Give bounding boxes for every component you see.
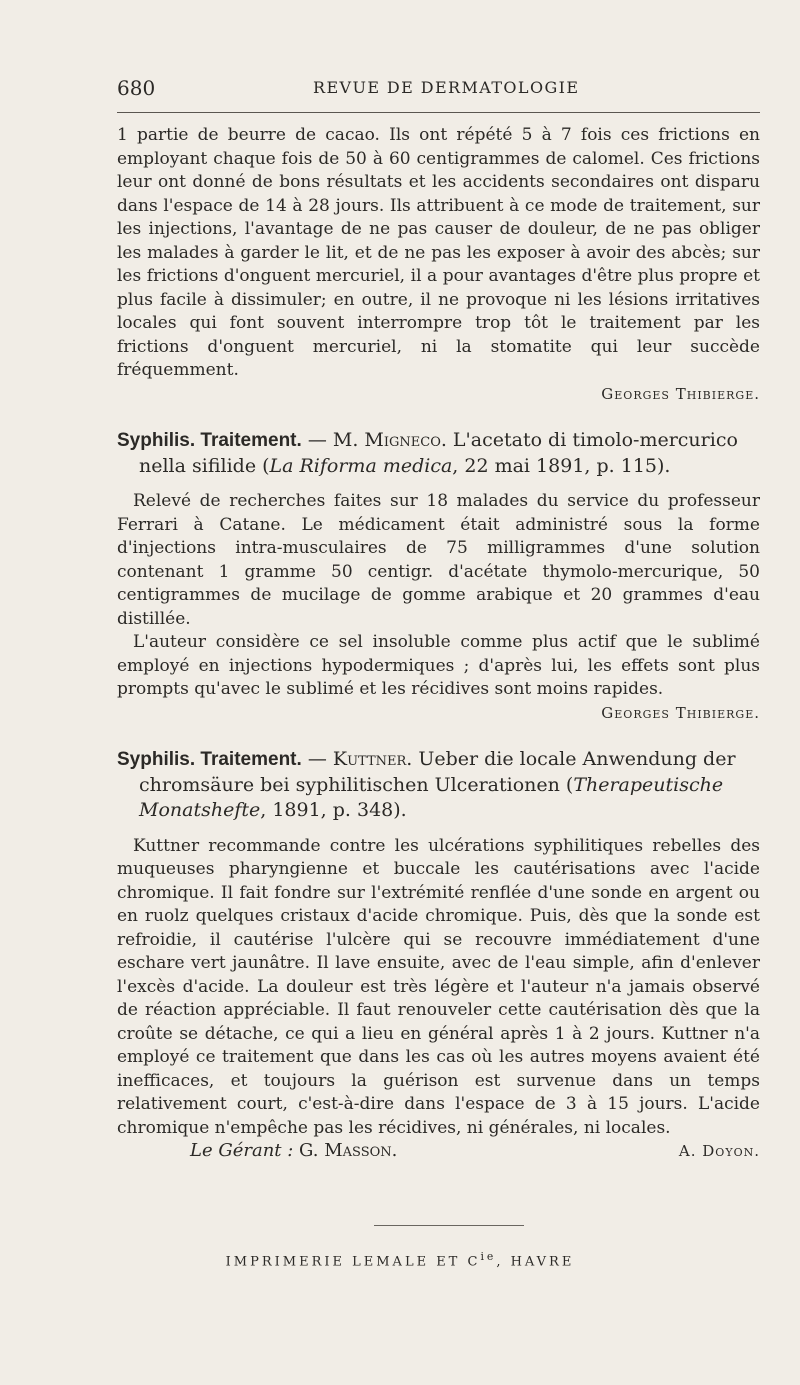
entry-paragraph: L'auteur considère ce sel insoluble comme plus actif que le sublimé employé en injections hypodermiques ; d'après lui, les effets sont plus prompts qu'avec le sublimé et les récidives sont moins rapides.: [117, 632, 760, 699]
entry-journal: La Riforma medica: [269, 454, 453, 477]
gerant-name: G. Masson.: [293, 1140, 398, 1161]
page-content: [117, 124, 760, 1164]
page-number: 680: [117, 76, 156, 100]
running-head: REVUE DE DERMATOLOGIE: [313, 78, 580, 97]
entry-reference: , 1891, p. 348).: [260, 799, 407, 821]
entry-label: Syphilis. Traitement.: [117, 749, 302, 770]
page-header: [117, 72, 760, 102]
intro-paragraph: 1 partie de beurre de cacao. Ils ont répété 5 à 7 fois ces frictions en employant chaque fois de 50 à 60 centigrammes de calomel. Ces frictions leur ont donné de bons résultats et les accidents secondaires ont disparu dans l'espace de 14 à 28 jours. Ils attribuent à ce mode de traitement, sur les injections, l'avantage de ne pas causer de douleur, de ne pas obliger les malades à garder le lit, et de ne pas les exposer à avoir des abcès; sur les frictions d'onguent mercuriel, il a pour avantages d'être plus propre et plus facile à dissimuler; en outre, il ne provoque ni les lésions irritatives locales qui font souvent interrompre trop tôt le traitement par les frictions d'onguent mercuriel, ni la stomatite qui leur succède fréquemment.: [117, 125, 760, 380]
entry-signature: A. Doyon.: [678, 1142, 760, 1160]
entry-heading: [117, 747, 760, 824]
entry-heading: [117, 428, 760, 479]
header-rule: [117, 112, 760, 113]
entry-label: Syphilis. Traitement.: [117, 430, 302, 451]
entry-journal: Therapeutische Monatshefte: [139, 773, 724, 821]
entry-paragraph: Relevé de recherches faites sur 18 malades du service du professeur Ferrari à Catane. Le médicament était administré sous la forme d'injections intra-musculaires de 75 milligrammes d'une solution contenant 1 gramme 50 centigr. d'acétate thymolo-mercurique, 50 centigrammes de mucilage de gomme arabique et 20 grammes d'eau distillée.: [117, 491, 760, 629]
imprint-superscript: ie: [480, 1250, 497, 1263]
imprint-city: , HAVRE: [496, 1254, 575, 1270]
entry-author: Migneco.: [364, 429, 447, 451]
gerant-line: [190, 1140, 397, 1161]
imprint-text: IMPRIMERIE LEMALE ET C: [225, 1254, 481, 1270]
entry-reference: , 22 mai 1891, p. 115).: [452, 454, 671, 477]
footer-rule: [374, 1225, 524, 1226]
entry-title: L'acetato di timolo-mercurico nella sifilide (: [139, 429, 738, 477]
entry-dash: —: [301, 748, 333, 770]
entry-signature: Georges Thibierge.: [601, 703, 760, 722]
entry-dash: — M.: [301, 429, 365, 451]
entry-author: Kuttner.: [332, 748, 413, 770]
printer-imprint: [0, 1250, 800, 1269]
intro-signature: Georges Thibierge.: [601, 384, 760, 403]
entry-title: Ueber die locale Anwendung der chromsäure bei syphilitischen Ulcerationen (: [139, 748, 736, 796]
gerant-label: Le Gérant :: [190, 1140, 294, 1161]
entry-paragraph: Kuttner recommande contre les ulcérations syphilitiques rebelles des muqueuses pharyngienne et buccale les cautérisations avec l'acide chromique. Il fait fondre sur l'extrémité renflée d'une sonde en argent ou en ruolz quelques cristaux d'acide chromique. Puis, dès que la sonde est refroidie, il cautérise l'ulcère qui se recouvre immédiatement d'une eschare vert jaunâtre. Il lave ensuite, avec de l'eau simple, afin d'enlever l'excès d'acide. La douleur est très légère et l'auteur n'a jamais observé de réaction appréciable. Il faut renouveler cette cautérisation dès que la croûte se détache, ce qui a lieu en général après 1 à 2 jours. Kuttner n'a employé ce traitement que dans les cas où les autres moyens avaient été inefficaces, et toujours la guérison est survenue dans un temps relativement court, c'est-à-dire dans l'espace de 3 à 15 jours. L'acide chromique n'empêche pas les récidives, ni générales, ni locales.: [117, 835, 760, 1138]
